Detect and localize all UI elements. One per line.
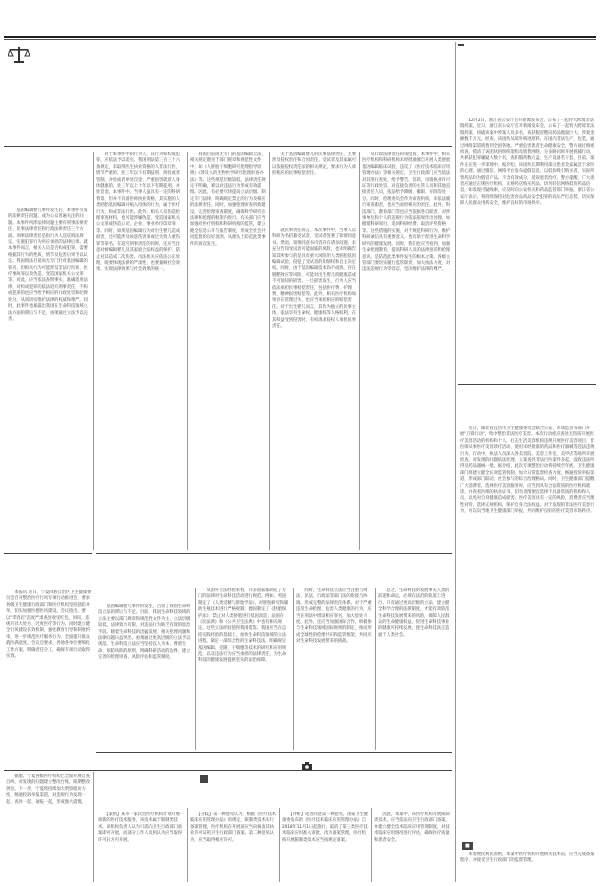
col-divider — [93, 152, 94, 550]
col-divider — [293, 588, 294, 750]
section-rule — [96, 553, 452, 554]
hot-tag-right — [458, 44, 464, 46]
article-col-2: 对于本事件中的行为人，其行为如构成犯罪，应依法予以追究。我国刑法第三百三十六条规定，未取得医生执业资格的人非法行医，情节严重的，处三年以下有期徒刑、拘役或者管制，并处或者单处罚金；严重损害就诊人身体健康的，处三年以上十年以下有期徒刑，并处罚金。本事件中，当事人虽具有一定的科研背景，但并不具备医师执业资格，其实施的人类胚胎基因编辑并植入母体的行为，属于医疗行为，构成非法行医。此外，相关人员伪造伦理审查材料，也可能涉嫌伪造、变造国家机关公文罪或伪造公司、企业、事业单位印章罪等。同时，如果基因编辑行为对出生婴儿造成损害，还可能涉及故意伤害罪或过失致人重伤罪等罪名。在追究刑事责任的同时，还应当注意对被编辑婴儿及其家庭合法权益的保护，防止对其造成二次伤害。司法机关应依法公正处理，既要体现法律的严肃性，也要兼顾社会效果，实现法律效果与社会效果的统一。 — [96, 152, 180, 273]
photo-section-rule — [96, 752, 452, 753]
col-divider — [359, 152, 360, 550]
case-body-3: 【评析】笔者同意第一种意见。国家卫生健康委发布的《医疗技术临床应用管理办法》自2018年11月1日起施行，取消了第三类医疗技术临床应用准入审批，改为备案管理，医疗机构开展限制类技术应当按规定备案。 — [282, 812, 368, 843]
headline-rule — [4, 146, 452, 147]
article-col-5: 从行政法律责任的角度看，本事件中，相关医疗机构和科研机构未经批准擅自开展人类胚胎基因编辑临床试验，违反了《医疗技术临床应用管理办法》等相关规定，卫生行政部门应当依法对其进行查处，给予警告、罚款、吊销执业许可证等行政处罚。对直接负责的主管人员和其他直接责任人员，依法给予降级、撤职、开除等处分。同时，伦理委员会作为审查机构，未依法履行审查职责，也应当承担相应的责任。此外，科技部门、教育部门等也应当依据各自职责，对涉事单位和个人的违规行为依法依规作出处理，如撤销科研项目、追回科研经费、取消评奖资格等。这些措施的实施，对于规范科研行为、维护科研诚信具有重要意义，也有助于促进生命科学研究的健康发展。同时，我们也应当看到，加强生命伦理教育，提高科研人员的法律意识和伦理意识，是防范此类事件发生的根本之策。各级主管部门要切实履行监管职责，加大执法力度，对违法违规行为零容忍，坚决维护法律的尊严。 — [362, 152, 451, 273]
right-bottom-body: 近日，湖北省宜昌市卫生健康委员会联合公安、市场监管等部门开展"刀锋行动"，集中整治非法医疗美容。本次行动重点查处无资质开展医疗美容活动的机构和个人，打击生活美容机构违规开展医疗美容项目、非医师从事医疗美容诊疗活动、使用未经批准的药品和医疗器械等违法违规行为。行动中，执法人员深入各美容院、美容工作室、美甲店等场所开展检查，对发现的问题依法处理，立案查处非法行医案件多起，没收违法所得及药品器械一批。据介绍，此次专项整治行动将持续至年底，卫生健康部门将建立健全长效监管机制，加大日常监督检查力度，畅通投诉举报渠道，形成部门联动、社会参与的综合治理格局。同时，卫生健康部门提醒广大消费者，选择医疗美容服务时，应当到具有合法资质的医疗机构就诊，并查看医师的执业证书，切勿贪图便宜选择不具备资质的机构和人员，以免对自身健康造成损害。医疗美容具有一定的风险，消费者应当理性对待，选择正规机构，保护自身合法权益。对于发现的非法医疗美容行为，可以向当地卫生健康部门举报，共同维护良好的医疗美容市场秩序。 — [460, 426, 595, 515]
article-col-3: 我国目前尚无专门的基因编辑立法，相关规定散见于部门规章和规范性文件中，如《人胚胎干细胞研究伦理指导原则》《涉及人的生物医学研究伦理审查办法》等。这些规范层级较低，法律责任规定不明确，难以对违法行为形成有效震慑。因此，有必要尽快提高立法层级，制定专门法律，明确规定禁止的行为及相应的法律责任。同时，加强伦理审查机构建设，完善伦理审查制度，确保科学研究在法律和伦理的框架内进行。有关部门应当加强对医疗机构和科研机构的监管，建立健全信息公开与报告制度，形成全社会共同监督的良好氛围，从源头上防范此类事件的再次发生。 — [190, 152, 266, 247]
right-bottom-tag: ■ — [462, 842, 473, 850]
col-divider — [375, 588, 376, 750]
col-divider — [269, 152, 270, 550]
camera-icon — [302, 755, 312, 763]
col-divider — [187, 152, 188, 550]
legislation-col-4: 总之，生命科技的发展事关人类的前途和命运，必须在法治的轨道上进行。只有通过更高层级的立法，建立健全科学合理的法律制度，才能有效防范生命科技发展带来的风险，保障人民群众的生命健康权益，促进生命科技事业的健康可持续发展，使生命科技真正造福于人类社会。 — [378, 588, 450, 638]
col-divider — [187, 808, 188, 882]
case-tag-icon — [200, 775, 208, 783]
case-body-2: 【分歧】第一种意见认为，根据《医疗技术临床应用管理办法》的规定，限制类技术实行备案管理，医疗机构在开展前应当向核发其执业许可证的卫生行政部门备案。第二种意见认为，应当取得相应许可。 — [190, 812, 276, 843]
case-analysis-tag — [200, 775, 210, 784]
scale-icon — [8, 46, 30, 64]
ningxia-body: 本报讯 近日，宁夏回族自治区卫生健康委员会召开整治医疗行风专项行动推进会，要求各级卫生健康行政部门和医疗机构坚持惩防并举，切实加强医德医风建设。会议指出，要以"零容忍"态度严肃查处收受红包、回扣，违规开具大处方、过度医疗等行为，同时建立健全行风建设长效机制，强化教育引导和制度约束，进一步规范医疗服务行为，全面提升群众就医满意度。会议还要求，各地各单位要细化工作方案，明确责任分工，确保专项行动取得实效。 — [6, 590, 92, 660]
col-divider — [93, 772, 94, 882]
case-body-4: 因此，本案中，该医疗机构开展限制类技术，应当依法向卫生行政部门备案，并建立健全技术临床应用管理制度，对技术临床应用情况进行评估，确保医疗质量和患者安全。 — [374, 812, 450, 843]
legislation-col-1: 基因编辑婴儿事件的发生，凸显了我国生命科技立法的滞后与不足。目前，我国生命科技领域的立法主要以部门规章和规范性文件为主，立法层级较低，法律效力有限，对违法行为缺乏有效的惩治手段。随着生命科技的迅猛发展，相关伦理问题和法律问题日益突出，亟须通过更高层级的立法予以规范。生命科技立法应当坚持以人为本、尊重生命、预防风险的原则，明确科研活动的边界，建立完善的伦理审查、风险评估和监管制度。 — [98, 604, 191, 661]
col-divider — [455, 42, 456, 882]
right-box-rule — [458, 384, 596, 385]
legislation-col-2: 从国外立法经验来看，许多国家都制定了专门的法律对生命科技活动进行规范。例如，英国制定了《人类受精与胚胎学法》，对胚胎研究和辅助生殖技术进行严格规制；德国制定了《胚胎保护法》，禁止对人类胚胎进行基因改造；法国在《民法典》和《公共卫生法典》中也有相关规定。这些立法经验值得我国借鉴。我国应当在总结实践经验的基础上，加快生命科技领域的立法进程，制定一部综合性的生命科技法，明确规定基因编辑、克隆、干细胞等技术的研究和应用规范，以及违法行为应当承担的法律责任，为生命科技的健康发展提供坚实的法治保障。 — [198, 588, 289, 664]
masthead-rule-thin — [4, 39, 596, 40]
article-col-4b: 就民事责任而言，本次事件中，当事人以科研为名招募受试者，受试者签署了知情同意书。然而，知情同意书内容存在诸多问题，未充分告知受试者可能面临的风险，也未明确告知其所参与的是具有重大风险的人类胚胎基因编辑试验，侵犯了受试者的知情权和自主决定权。同时，由于基因编辑技术尚不成熟，存在脱靶效应等风险，可能对出生婴儿的健康造成不可预知的损害。一旦损害发生，行为人应当依法承担民事赔偿责任，包括医疗费、护理费、精神损害赔偿等。此外，相关医疗机构如果存在管理过失，也应当承担相应的赔偿责任。对于出生婴儿而言，其作为独立的民事主体，依法享有生命权、健康权等人格权利，在其权益受到侵害时，有权请求侵权人承担民事责任。 — [272, 228, 356, 330]
case-body-1: 【案情】某市一家民营医疗机构计划开展一项新的医疗技术服务，该技术属于限制类技术。该机构负责人认为只需向卫生行政部门备案即可开展，而部分工作人员则认为应当取得许可后方可开展。 — [98, 812, 184, 843]
col-divider — [371, 808, 372, 882]
ningxia-body-2: 据悉，宁夏各级医疗机构已全面开展自查自纠，对发现的问题建立整改台账，限期整改到位。下一步，宁夏将持续加大明察暗访力度，畅通投诉举报渠道，对违规行为发现一起、查处一起、通报一起，形成强大震慑。 — [6, 774, 90, 805]
right-top-body: 12月2日，浙江省公安厅召开新闻发布会，公布了一起特大跨境非法假药案。近日，浙江省公安厅召开新闻发布会，公布了一起特大跨境非法假药案，侦破该案中涉案人员多名，查获假冒靶向药品数量巨大，涉案金额数千万元。经查，该团伙从境外购进原料，在国内非法生产、包装，通过网络渠道销售到全国各地，严重危害患者生命健康安全。警方通过缜密侦查，摸清了该团伙的组织架构及销售网络，分多路同时开展抓捕行动，共抓获犯罪嫌疑人数十名，查扣假药数万盒、生产设备若干套。目前，案件正在进一步审理中。据介绍，该团伙长期利用部分患者及家属急于求医的心理，通过微信、网络平台发布虚假信息，以低价吸引购买者，实际所售药品均为假冒产品，不含有效成分，延误患者治疗。警方提醒，广大患者应通过正规医疗机构、正规药店购买药品，切勿轻信网络低价药品信息，如发现可疑线索，应及时向公安机关和药品监管部门举报。浙江省公安厅表示，将持续保持对危害食品药品安全犯罪的高压严打态势，切实保障人民群众用药安全，维护良好的市场秩序。 — [460, 118, 595, 207]
col-divider — [195, 588, 196, 750]
right-bottom-body-2: 本着便民利民原则，本案中医疗机构开展相关技术前，应当完成备案程序，并接受卫生行政部门的监督管理。 — [460, 852, 595, 864]
lower-band-rule — [4, 770, 452, 771]
article-col-4: 关于基因编辑婴儿的民事法律责任，主要涉及侵权责任和合同责任。受试者及其家属可以依据侵权责任法的相关规定，要求行为人承担相应的民事赔偿责任。 — [272, 152, 356, 177]
masthead-rule — [4, 36, 596, 38]
legislation-col-3: 同时，生命科技立法应当注重与刑法、民法、行政法等部门法的衔接与协调，形成完整的法律责任体系。对于严重违反生命伦理、危害人类健康的行为，应当在刑法中增设相应罪名，加大惩处力度。此外，还应当加强国际合作，积极参与生命科技领域国际规则的制定，推动形成全球性的伦理共识和监管框架，共同应对生命科技发展带来的挑战。 — [296, 588, 372, 645]
article-col-1: 基因编辑婴儿事件发生后，本事件引发的法律责任问题，成为公众普遍关注的问题。本事件所涉法律问题主要有刑事法律责任、民事法律责任和行政法律责任三个方面。刑事法律责任是指行为人违反刑法规定，实施犯罪行为所应承担的法律后果。就本事件而言，相关人员是否构成犯罪，需要根据其行为的性质、情节及危害后果予以认定。我国刑法目前尚无专门针对基因编辑的罪名，但相关行为可能涉及非法行医罪、医疗事故罪以及伪造、变造国家机关公文罪等。对此，应当依法查明事实，准确适用法律，对构成犯罪的依法追究刑事责任，不构成犯罪的也应当给予相应的行政处罚和纪律处分，从而切实维护法律的权威和尊严。同时，此事件也暴露出我国在生命科技领域立法方面的滞后与不足，亟须通过立法予以完善。 — [8, 208, 88, 322]
right-top-body-2 — [460, 372, 596, 388]
col-divider — [279, 808, 280, 882]
left-section-rule — [4, 553, 92, 554]
